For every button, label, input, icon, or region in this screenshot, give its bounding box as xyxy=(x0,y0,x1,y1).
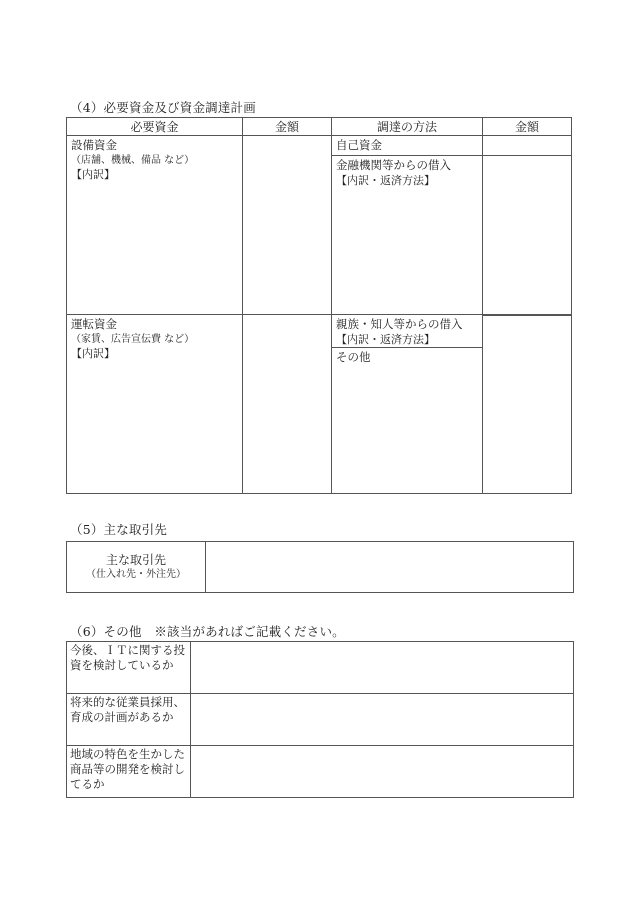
operating-funds-label: 運転資金 xyxy=(71,317,117,331)
bank-loan-cell[interactable] xyxy=(332,155,482,188)
equipment-amount-cell[interactable] xyxy=(243,136,332,315)
own-funds-label: 自己資金 xyxy=(336,138,382,152)
family-loan-breakdown-label: 【内訳・返済方法】 xyxy=(336,333,435,346)
suppliers-table xyxy=(66,541,574,593)
operating-funds-note: （家賃、広告宣伝費 など） xyxy=(71,334,195,345)
question-hiring-plan: 将来的な従業員採用、育成の計画があるか xyxy=(67,694,191,746)
family-loan-cell[interactable] xyxy=(332,315,482,347)
bank-loan-label: 金融機関等からの借入 xyxy=(336,158,451,172)
suppliers-label-cell xyxy=(67,542,206,593)
bank-loan-breakdown-label: 【内訳・返済方法】 xyxy=(336,174,435,187)
other-funding-label: その他 xyxy=(336,350,371,364)
section6-title: （6）その他 ※該当があればご記載ください。 xyxy=(70,624,345,639)
equipment-funds-label: 設備資金 xyxy=(71,138,117,152)
own-funds-amount-cell[interactable] xyxy=(483,136,571,155)
own-funds-cell[interactable] xyxy=(332,136,482,155)
equipment-breakdown-label: 【内訳】 xyxy=(71,168,115,181)
question-local-product: 地域の特色を生かした商品等の開発を検討してるか xyxy=(67,746,191,798)
header-amount-2: 金額 xyxy=(483,118,572,136)
funding-plan-table xyxy=(66,117,572,494)
equipment-funds-note: （店舗、機械、備品 など） xyxy=(71,155,195,166)
suppliers-input-cell[interactable] xyxy=(206,542,574,593)
section4-title: （4）必要資金及び資金調達計画 xyxy=(70,100,256,115)
operating-funds-cell[interactable] xyxy=(67,315,243,494)
answer-hiring-plan[interactable] xyxy=(191,694,574,746)
other-funding-amount-cell[interactable] xyxy=(483,315,571,335)
header-amount: 金額 xyxy=(243,118,332,136)
equipment-funds-cell[interactable] xyxy=(67,136,243,315)
suppliers-note: （仕入れ先・外注先） xyxy=(86,569,186,580)
section5-title: （5）主な取引先 xyxy=(70,522,168,537)
family-loan-label: 親族・知人等からの借入 xyxy=(336,317,463,331)
header-required-funds: 必要資金 xyxy=(67,118,243,136)
suppliers-label: 主な取引先 xyxy=(105,553,166,567)
answer-local-product[interactable] xyxy=(191,746,574,798)
header-method: 調達の方法 xyxy=(332,118,483,136)
question-it-investment: 今後、ＩＴに関する投資を検討しているか xyxy=(67,642,191,694)
other-funding-cell[interactable] xyxy=(332,347,482,367)
operating-breakdown-label: 【内訳】 xyxy=(71,347,115,360)
bank-loan-amount-cell[interactable] xyxy=(483,155,571,156)
answer-it-investment[interactable] xyxy=(191,642,574,694)
operating-amount-cell[interactable] xyxy=(243,315,332,494)
other-questions-table xyxy=(66,641,574,798)
